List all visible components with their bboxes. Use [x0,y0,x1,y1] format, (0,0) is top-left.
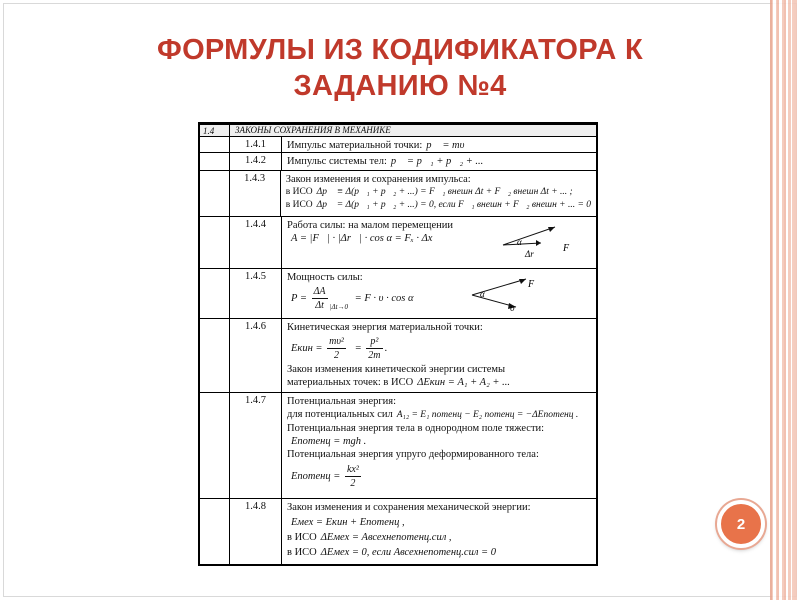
row-text: в ИСО [287,532,317,543]
row-text: в ИСО [287,547,317,558]
formula: Δp⃗ ≡ Δ(p⃗₁ + p⃗₂ + ...) = F⃗₁ внешн Δt + F⃗₂ внешн Δt + ... ; [316,187,573,197]
table-header-row [200,125,596,137]
formula: Δp⃗ = Δ(p⃗₁ + p⃗₂ + ...) = 0, если F⃗₁ внешн + F⃗₂ внешн + ... = 0 [316,200,591,210]
formula: p⃗ = p⃗₁ + p⃗₂ + ... [390,156,484,167]
table-row [200,269,596,319]
table-row [200,137,596,153]
table-row [200,153,596,171]
diagram-label-dr: Δr⃗ [525,249,541,259]
formula: p⃗ = mυ⃗ [426,140,473,151]
formula: ΔEмех = 0, если Aвсехнепотенц.сил = 0 [320,547,497,558]
row-text: материальных точек: в ИСО [287,377,414,388]
row-text: Работа силы: на малом перемещении [287,220,453,231]
table-row [200,319,596,393]
diagram-label-alpha: α [480,289,485,299]
diagram-label-f: F⃗ [528,279,542,290]
table-row [200,217,596,269]
row-text: Мощность силы: [287,272,363,283]
diagram-label-alpha: α [517,237,522,247]
row-code: 1.4.4 [230,217,282,268]
table-row [200,499,596,566]
row-text: Потенциальная энергия тела в однородном поле тяжести: [287,423,545,434]
formula: ΔEмех = Aвсехнепотенц.сил , [320,532,452,543]
row-code: 1.4.7 [230,393,282,498]
row-text: Кинетическая энергия материальной точки: [287,322,483,333]
formula: Δt [315,300,324,311]
formula: |Δt→0 [329,302,349,311]
row-text: Закон изменения и сохранения механической энергии: [287,502,531,513]
formula: ΔA [313,286,326,297]
header-num: 1.4 [200,125,230,136]
diagram-label-v: υ⃗ [510,303,523,313]
table-row [200,171,596,217]
formula: Eкин = [291,342,323,354]
header-title: ЗАКОНЫ СОХРАНЕНИЯ В МЕХАНИКЕ [235,125,391,135]
formula: = [354,342,362,354]
formula: 2m [368,350,381,361]
row-code: 1.4.5 [230,269,282,318]
formula: = F · υ · cos α [354,292,414,304]
slide-title: ФОРМУЛЫ ИЗ КОДИФИКАТОРА К ЗАДАНИЮ №4 [157,34,643,102]
formula: Eпотенц = [291,470,341,482]
formula: 2 [350,478,356,489]
row-code: 1.4.8 [230,499,282,566]
row-text: Потенциальная энергия упруго деформированного тела: [287,449,539,460]
row-text: Закон изменения и сохранения импульса: [285,174,471,185]
row-text: для потенциальных сил [287,409,393,420]
work-vector-diagram [497,223,583,261]
row-text: Импульс материальной точки: [287,140,423,151]
table-row [200,393,596,499]
formula: ΔEкин = A₁ + A₂ + ... [417,377,510,388]
formula: p² [366,335,382,349]
codifier-table [198,122,598,566]
formula: P = [291,292,307,304]
diagram-label-f: F⃗ [563,243,577,254]
formula: A = |F⃗| · |Δr⃗| · cos α = Fₓ · Δx [291,233,433,244]
power-vector-diagram [468,273,554,313]
row-text: в ИСО [285,187,313,197]
row-code: 1.4.1 [230,137,282,152]
formula: . [384,342,388,354]
row-code: 1.4.2 [230,153,282,170]
row-text: Закон изменения кинетической энергии системы [287,364,506,375]
formula: Eпотенц = mgh . [291,436,367,447]
row-code: 1.4.3 [230,171,281,216]
formula: kx² [346,464,359,475]
row-code: 1.4.6 [230,319,282,392]
formula: A₁₂ = E₁ потенц − E₂ потенц = −ΔEпотенц . [396,410,579,420]
formula: 2 [334,350,340,361]
formula: Eмех = Eкин + Eпотенц , [291,517,405,528]
row-text: Потенциальная энергия: [287,396,397,407]
row-text: Импульс системы тел: [287,156,387,167]
decorative-stripes [770,0,800,600]
formula: mυ² [329,336,344,347]
row-text: в ИСО [285,200,313,210]
page-number-badge: 2 [717,500,765,548]
